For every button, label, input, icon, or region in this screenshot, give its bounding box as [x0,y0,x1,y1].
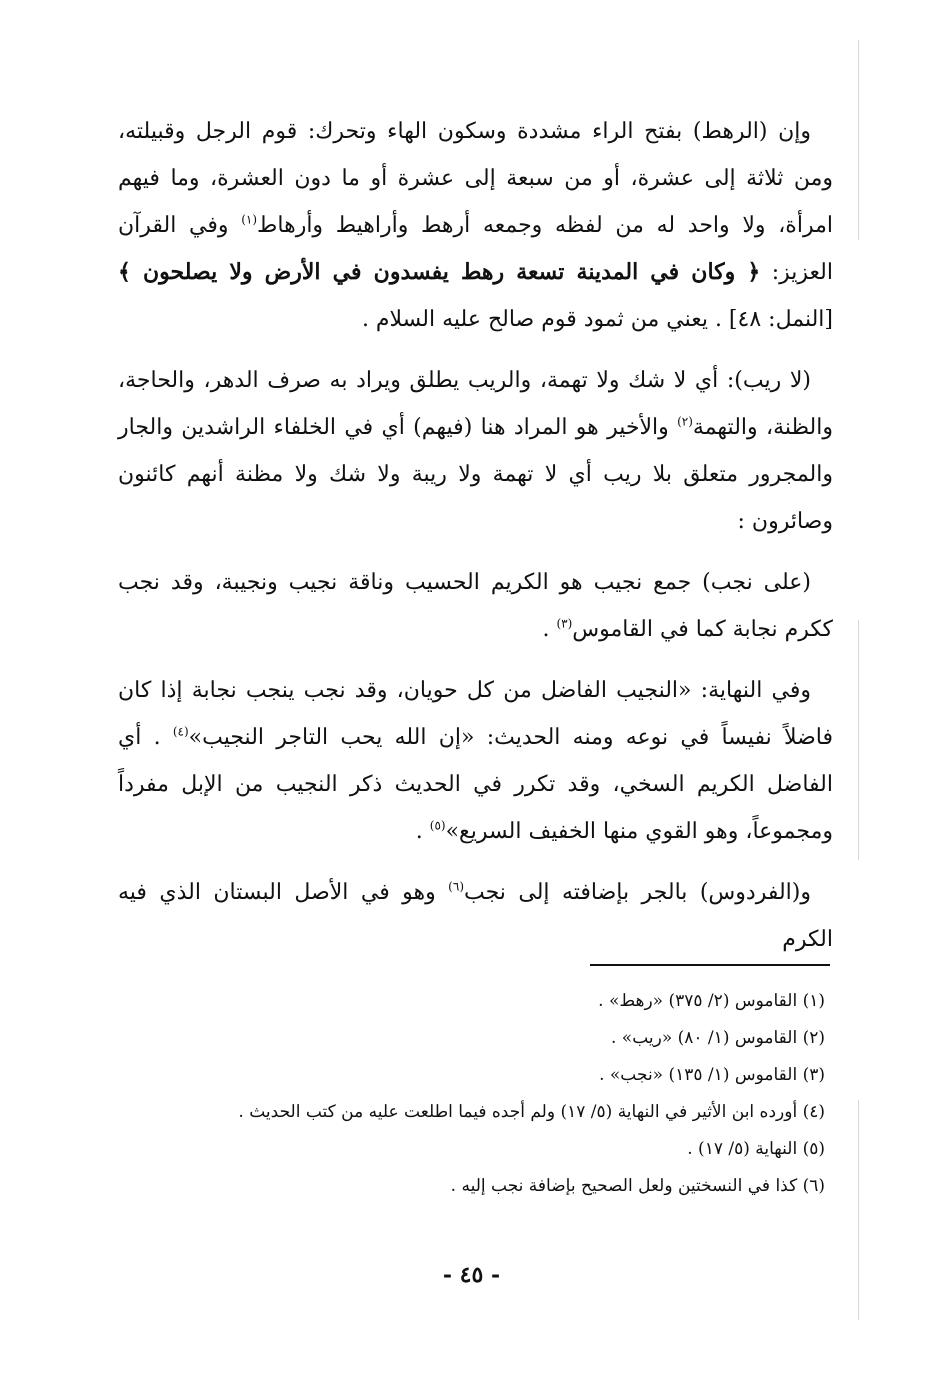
paragraph-la-rayb [118,357,833,545]
paragraph-text: وهو في الأصل البستان الذي فيه الكرم [118,880,833,952]
footnote-3: (٣) القاموس (١/ ١٣٥) «نجب» . [599,1065,825,1085]
paragraph-text: وفي القرآن العزيز: [118,213,833,285]
footnote-ref-2: (٢) [677,414,693,429]
scan-edge-line [858,620,859,860]
footnote-divider [590,964,830,966]
paragraph-text: . [415,819,430,844]
paragraph-text: وفي النهاية: «النجيب الفاضل من كل حويان، وقد نجب ينجب نجابة إذا كان فاضلاً نفيساً في نوعه ومنه الحديث: «إن الله يحب التاجر النجيب» [118,678,833,750]
footnote-ref-4: (٤) [172,724,189,739]
footnote-6: (٦) كذا في النسختين ولعل الصحيح بإضافة نجب إليه . [450,1176,825,1196]
main-text [118,108,833,977]
footnote-4: (٤) أورده ابن الأثير في النهاية (٥/ ١٧) ولم أجده فيما اطلعت عليه من كتب الحديث . [238,1102,825,1122]
paragraph-rahṭ [118,108,833,343]
footnote-ref-6: (٦) [448,879,464,894]
page-number: - ٤٥ - [442,1262,501,1288]
paragraph-text: والأخير هو المراد هنا (فيهم) أي في الخلفاء الراشدين والجار والمجرور متعلق بلا ريب أي لا تهمة ولا ريبة ولا شك ولا مظنة أنهم كائنون وصائرون : [118,415,833,534]
paragraph-firdaws [118,869,833,963]
footnote-1: (١) القاموس (٢/ ٣٧٥) «رهط» . [598,991,825,1011]
footnote-ref-3: (٣) [556,616,573,631]
quran-verse: ﴿ وكان في المدينة تسعة رهط يفسدون في الأرض ولا يصلحون ﴾ [118,259,761,285]
footnote-ref-5: (٥) [429,818,446,833]
footnote-2: (٢) القاموس (١/ ٨٠) «ريب» . [610,1028,825,1048]
paragraph-text: وإن (الرهط) بفتح الراء مشددة وسكون الهاء وتحرك: قوم الرجل وقبيلته، ومن ثلاثة إلى عشرة، أو من سبعة إلى عشرة أو ما دون العشرة، وما فيهم امرأة، ولا واحد له من لفظه وجمعه أرهط وأراهيط وأرهاط [118,119,833,238]
paragraph-text: (لا ريب): أي لا شك ولا تهمة، والريب يطلق ويراد به صرف الدهر، والحاجة، والظنة، والتهمة [118,368,833,440]
footnote-5: (٥) النهاية (٥/ ١٧) . [687,1139,825,1159]
paragraph-text: . أي الفاضل الكريم السخي، وقد تكرر في الحديث ذكر النجيب من الإبل مفرداً ومجموعاً، وهو القوي منها الخفيف السريع» [118,725,833,844]
footnote-ref-1: (١) [241,212,258,227]
footnotes-list [118,983,833,1205]
paragraph-text: . [542,617,557,642]
paragraph-nujub [118,559,833,653]
paragraph-nihaya [118,667,833,855]
paragraph-text: [النمل: ٤٨] . يعني من ثمود قوم صالح عليه السلام . [361,307,833,332]
scan-edge-line [858,40,859,240]
paragraph-text: (على نجب) جمع نجيب هو الكريم الحسيب وناقة نجيب ونجيبة، وقد نجب ككرم نجابة كما في القاموس [118,570,833,642]
paragraph-text: و(الفردوس) بالجر بإضافته إلى نجب [464,880,811,905]
